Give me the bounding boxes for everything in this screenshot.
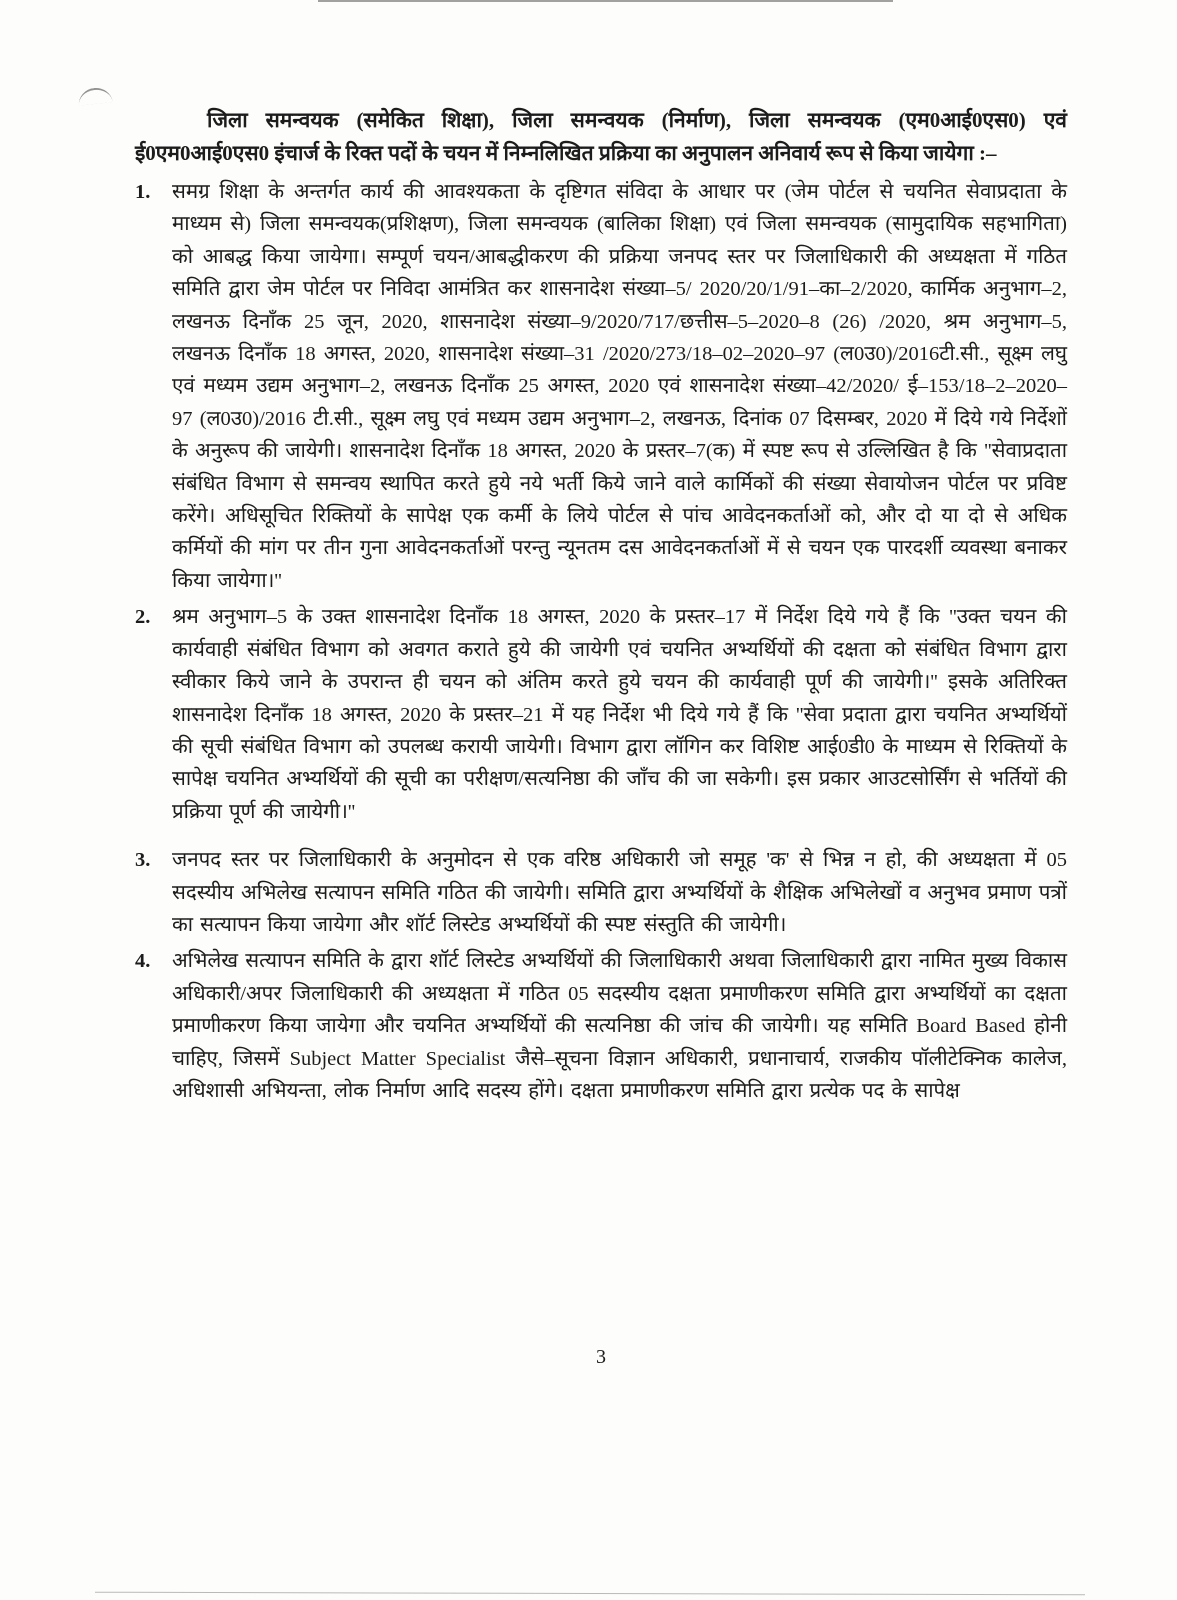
scan-edge-bottom xyxy=(95,1592,1085,1596)
list-item-number: 4. xyxy=(135,950,151,973)
intro-paragraph: जिला समन्वयक (समेकित शिक्षा), जिला समन्वयक (निर्माण), जिला समन्वयक (एम0आई0एस0) एवं ई0एम0आई0एस0 इंचार्ज के रिक्त पदों के चयन में निम्नलिखित प्रक्रिया का अनुपालन अनिवार्य रूप से किया जायेगा :– xyxy=(135,108,1067,165)
document-body xyxy=(135,104,1067,1111)
list-item-number: 1. xyxy=(135,181,151,203)
list-item xyxy=(135,844,1067,941)
page-number: 3 xyxy=(596,1346,606,1368)
list-item xyxy=(135,176,1067,597)
numbered-list xyxy=(135,176,1067,1107)
scan-edge-top xyxy=(318,0,893,2)
pen-mark-artifact xyxy=(77,86,112,105)
list-item-text: श्रम अनुभाग–5 के उक्त शासनादेश दिनाँक 18 अगस्त, 2020 के प्रस्तर–17 में निर्देश दिये गये हैं कि ''उक्त चयन की कार्यवाही संबंधित विभाग को अवगत कराते हुये की जायेगी एवं चयनित अभ्यर्थियों की दक्षता को संबंधित विभाग द्वारा स्वीकार किये जाने के उपरान्त ही चयन को अंतिम करते हुये चयन की कार्यवाही पूर्ण की जायेगी।'' इसके अतिरिक्त शासनादेश दिनाँक 18 अगस्त, 2020 के प्रस्तर–21 में यह निर्देश भी दिये गये हैं कि ''सेवा प्रदाता द्वारा चयनित अभ्यर्थियों की सूची संबंधित विभाग को उपलब्ध करायी जायेगी। विभाग द्वारा लॉगिन कर विशिष्ट आई0डी0 के माध्यम से रिक्तियों के सापेक्ष चयनित अभ्यर्थियों की सूची का परीक्षण/सत्यनिष्ठा की जाँच की जा सकेगी। इस प्रकार आउटसोर्सिंग से भर्तियों की प्रक्रिया पूर्ण की जायेगी।'' xyxy=(172,606,1067,823)
list-item-text: समग्र शिक्षा के अन्तर्गत कार्य की आवश्यकता के दृष्टिगत संविदा के आधार पर (जेम पोर्टल से चयनित सेवाप्रदाता के माध्यम से) जिला समन्वयक(प्रशिक्षण), जिला समन्वयक (बालिका शिक्षा) एवं जिला समन्वयक (सामुदायिक सहभागिता) को आबद्ध किया जायेगा। सम्पूर्ण चयन/आबद्धीकरण की प्रक्रिया जनपद स्तर पर जिलाधिकारी की अध्यक्षता में गठित समिति द्वारा जेम पोर्टल पर निविदा आमंत्रित कर शासनादेश संख्या–5/ 2020/20/1/91–का–2/2020, कार्मिक अनुभाग–2, लखनऊ दिनाँक 25 जून, 2020, शासनादेश संख्या–9/2020/717/छत्तीस–5–2020–8 (26) /2020, श्रम अनुभाग–5, लखनऊ दिनाँक 18 अगस्त, 2020, शासनादेश संख्या–31 /2020/273/18–02–2020–97 (ल0उ0)/2016टी.सी., सूक्ष्म लघु एवं मध्यम उद्यम अनुभाग–2, लखनऊ दिनाँक 25 अगस्त, 2020 एवं शासनादेश संख्या–42/2020/ ई–153/18–2–2020–97 (ल0उ0)/2016 टी.सी., सूक्ष्म लघु एवं मध्यम उद्यम अनुभाग–2, लखनऊ, दिनांक 07 दिसम्बर, 2020 में दिये गये निर्देशों के अनुरूप की जायेगी। शासनादेश दिनाँक 18 अगस्त, 2020 के प्रस्तर–7(क) में स्पष्ट रूप से उल्लिखित है कि ''सेवाप्रदाता संबंधित विभाग से समन्वय स्थापित करते हुये नये भर्ती किये जाने वाले कार्मिकों की संख्या सेवायोजन पोर्टल पर प्रविष्ट करेंगे। अधिसूचित रिक्तियों के सापेक्ष एक कर्मी के लिये पोर्टल से पांच आवेदनकर्ताओं को, और दो या दो से अधिक कर्मियों की मांग पर तीन गुना आवेदनकर्ताओं परन्तु न्यूनतम दस आवेदनकर्ताओं में से चयन एक पारदर्शी व्यवस्था बनाकर किया जायेगा।'' xyxy=(172,181,1067,592)
list-item-number: 3. xyxy=(135,849,151,872)
list-item-number: 2. xyxy=(135,606,151,629)
list-item xyxy=(135,601,1067,828)
list-item xyxy=(135,945,1067,1107)
list-item-text: अभिलेख सत्यापन समिति के द्वारा शॉर्ट लिस्टेड अभ्यर्थियों की जिलाधिकारी अथवा जिलाधिकारी द्वारा नामित मुख्य विकास अधिकारी/अपर जिलाधिकारी की अध्यक्षता में गठित 05 सदस्यीय दक्षता प्रमाणीकरण समिति द्वारा अभ्यर्थियों का दक्षता प्रमाणीकरण किया जायेगा और चयनित अभ्यर्थियों की सत्यनिष्ठा की जांच की जायेगी। यह समिति Board Based होनी चाहिए, जिसमें Subject Matter Specialist जैसे–सूचना विज्ञान अधिकारी, प्रधानाचार्य, राजकीय पॉलीटेक्निक कालेज, अधिशासी अभियन्ता, लोक निर्माण आदि सदस्य होंगे। दक्षता प्रमाणीकरण समिति द्वारा प्रत्येक पद के सापेक्ष xyxy=(172,950,1067,1102)
list-item-text: जनपद स्तर पर जिलाधिकारी के अनुमोदन से एक वरिष्ठ अधिकारी जो समूह 'क' से भिन्न न हो, की अध्यक्षता में 05 सदस्यीय अभिलेख सत्यापन समिति गठित की जायेगी। समिति द्वारा अभ्यर्थियों के शैक्षिक अभिलेखों व अनुभव प्रमाण पत्रों का सत्यापन किया जायेगा और शॉर्ट लिस्टेड अभ्यर्थियों की स्पष्ट संस्तुति की जायेगी। xyxy=(172,849,1067,936)
